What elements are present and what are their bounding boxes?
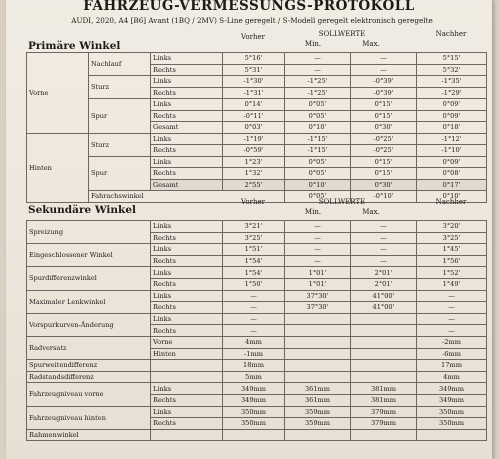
value-max — [351, 313, 417, 325]
value-nachher: 1°49' — [417, 278, 487, 290]
secondary-col-soll: SOLLWERTE — [318, 198, 366, 206]
side-label: Vorne — [151, 336, 223, 348]
value-min: — — [285, 232, 351, 244]
value-vorher: 1°51' — [223, 244, 285, 256]
value-nachher: 349mm — [417, 383, 487, 395]
value-min: -1°25' — [285, 87, 351, 99]
value-max: 0°30' — [351, 122, 417, 134]
secondary-col-nachher: Nachher — [435, 198, 467, 206]
value-nachher: -1°29' — [417, 87, 487, 99]
value-vorher: -1mm — [223, 348, 285, 360]
value-max: -0°25' — [351, 133, 417, 145]
value-vorher — [223, 429, 285, 441]
value-vorher: 4mm — [223, 336, 285, 348]
value-max: 0°15' — [351, 168, 417, 180]
value-nachher: 0°17' — [417, 179, 487, 191]
value-max — [351, 348, 417, 360]
value-min: — — [285, 255, 351, 267]
row-label: Vorspurkurven-Änderung — [27, 313, 151, 336]
value-nachher: 17mm — [417, 360, 487, 372]
subgroup-label: Spur — [89, 99, 151, 134]
primary-col-soll: SOLLWERTE — [318, 30, 366, 38]
value-min: -1°15' — [285, 145, 351, 157]
secondary-col-vorher: Vorher — [241, 198, 265, 206]
value-min: 0°10' — [285, 179, 351, 191]
value-min — [285, 371, 351, 383]
value-max: — — [351, 232, 417, 244]
side-label: Links — [151, 156, 223, 168]
value-nachher: 3°20' — [417, 221, 487, 233]
value-nachher: 349mm — [417, 394, 487, 406]
value-min: 0°05' — [285, 168, 351, 180]
value-max — [351, 336, 417, 348]
row-label: Eingeschlossener Winkel — [27, 244, 151, 267]
value-min: — — [285, 244, 351, 256]
value-nachher: 350mm — [417, 418, 487, 430]
value-min — [285, 325, 351, 337]
value-vorher: 0°05' — [285, 191, 351, 203]
table-row — [27, 221, 487, 233]
value-max: 381mm — [351, 394, 417, 406]
value-max: -0°39' — [351, 87, 417, 99]
side-label: Links — [151, 406, 223, 418]
table-row — [27, 371, 487, 383]
side-label: Rechts — [151, 145, 223, 157]
side-label — [151, 429, 223, 441]
value-max — [351, 325, 417, 337]
value-max: — — [351, 64, 417, 76]
value-min: 1°01' — [285, 267, 351, 279]
value-min — [285, 313, 351, 325]
side-label: Links — [151, 383, 223, 395]
table-row — [27, 383, 487, 395]
value-vorher: — — [223, 325, 285, 337]
value-max: 381mm — [351, 383, 417, 395]
value-nachher: 0°18' — [417, 122, 487, 134]
value-min: 0°10' — [285, 122, 351, 134]
value-nachher: 1°52' — [417, 267, 487, 279]
value-vorher: -0°11' — [223, 110, 285, 122]
value-nachher — [417, 429, 487, 441]
value-nachher: — — [417, 290, 487, 302]
value-nachher: 1°45' — [417, 244, 487, 256]
value-nachher: 0°08' — [417, 168, 487, 180]
value-vorher: 5°16' — [223, 53, 285, 65]
table-row — [27, 99, 487, 111]
value-max: 0°15' — [351, 99, 417, 111]
table-row — [27, 53, 487, 65]
value-vorher: — — [223, 290, 285, 302]
value-vorher: 1°54' — [223, 267, 285, 279]
side-label: Links — [151, 313, 223, 325]
protocol-sheet — [6, 0, 492, 459]
value-vorher: — — [223, 302, 285, 314]
value-nachher: -1°35' — [417, 76, 487, 88]
side-label: Gesamt — [151, 179, 223, 191]
value-nachher: — — [417, 302, 487, 314]
table-row — [27, 360, 487, 372]
value-nachher: -1°10' — [417, 145, 487, 157]
value-min: -1°25' — [285, 76, 351, 88]
row-label: Radstandsdifferenz — [27, 371, 151, 383]
primary-angles-table — [26, 52, 487, 203]
value-max: 0°30' — [351, 179, 417, 191]
value-nachher: -6mm — [417, 348, 487, 360]
value-vorher: 18mm — [223, 360, 285, 372]
value-max: 2°01' — [351, 278, 417, 290]
value-max: -0°25' — [351, 145, 417, 157]
value-nachher: 4mm — [417, 371, 487, 383]
value-nachher: 5°15' — [417, 53, 487, 65]
value-vorher: — — [223, 313, 285, 325]
value-vorher: 0°14' — [223, 99, 285, 111]
row-label: Fahrzeugniveau vorne — [27, 383, 151, 406]
value-min: 0°05' — [285, 99, 351, 111]
value-nachher: -1°12' — [417, 133, 487, 145]
subgroup-label: Spur — [89, 156, 151, 191]
side-label: Links — [151, 221, 223, 233]
value-max: 379mm — [351, 418, 417, 430]
subgroup-label: Fahrachswinkel — [89, 191, 285, 203]
side-label: Links — [151, 133, 223, 145]
row-label: Fahrzeugniveau hinten — [27, 406, 151, 429]
side-label: Links — [151, 290, 223, 302]
value-vorher: 350mm — [223, 406, 285, 418]
side-label: Rechts — [151, 232, 223, 244]
side-label: Hinten — [151, 348, 223, 360]
value-max: 379mm — [351, 406, 417, 418]
row-label: Maximaler Lenkwinkel — [27, 290, 151, 313]
group-label: Vorne — [27, 53, 89, 134]
secondary-col-min: Min. — [304, 208, 322, 216]
table-row — [27, 429, 487, 441]
value-nachher: -2mm — [417, 336, 487, 348]
value-min: 361mm — [285, 394, 351, 406]
table-row — [27, 336, 487, 348]
value-max: 2°01' — [351, 267, 417, 279]
subgroup-label: Sturz — [89, 133, 151, 156]
value-min: 359mm — [285, 406, 351, 418]
side-label: Rechts — [151, 394, 223, 406]
value-min: 1°01' — [285, 278, 351, 290]
value-vorher: 3°21' — [223, 221, 285, 233]
side-label: Links — [151, 99, 223, 111]
value-max — [351, 371, 417, 383]
value-max — [351, 360, 417, 372]
value-max: 0°15' — [351, 156, 417, 168]
side-label: Rechts — [151, 110, 223, 122]
value-max: — — [351, 255, 417, 267]
value-vorher: 3°25' — [223, 232, 285, 244]
value-min: 37°30' — [285, 302, 351, 314]
value-vorher: -1°19' — [223, 133, 285, 145]
row-label: Radversatz — [27, 336, 151, 359]
value-vorher: 0°03' — [223, 122, 285, 134]
value-nachher: 0°09' — [417, 99, 487, 111]
value-nachher: 350mm — [417, 406, 487, 418]
value-vorher: -0°59' — [223, 145, 285, 157]
side-label: Rechts — [151, 278, 223, 290]
value-max: — — [351, 244, 417, 256]
value-nachher: 0°09' — [417, 110, 487, 122]
value-max: -0°39' — [351, 76, 417, 88]
value-vorher: 2°55' — [223, 179, 285, 191]
value-vorher: 349mm — [223, 394, 285, 406]
side-label: Links — [151, 244, 223, 256]
table-row — [27, 133, 487, 145]
value-min: — — [285, 221, 351, 233]
value-vorher: 1°23' — [223, 156, 285, 168]
table-row — [27, 156, 487, 168]
table-row — [27, 267, 487, 279]
vehicle-subtitle: AUDI, 2020, A4 [B6] Avant (1BQ / 2MV) S-Line geregelt / S-Modell geregelt elektronisch geregelte — [71, 16, 433, 25]
value-min: 0°05' — [285, 156, 351, 168]
secondary-angles-table — [26, 220, 487, 441]
subgroup-label: Sturz — [89, 76, 151, 99]
side-label: Rechts — [151, 255, 223, 267]
row-label: Spurdifferenzwinkel — [27, 267, 151, 290]
value-min — [285, 348, 351, 360]
side-label: Links — [151, 76, 223, 88]
primary-col-nachher: Nachher — [435, 30, 467, 38]
value-max: 41°00' — [351, 290, 417, 302]
primary-col-max: Max. — [362, 40, 380, 48]
value-vorher: -1°31' — [223, 87, 285, 99]
value-vorher: 5°31' — [223, 64, 285, 76]
value-nachher: 5°32' — [417, 64, 487, 76]
value-vorher: 350mm — [223, 418, 285, 430]
value-vorher: 349mm — [223, 383, 285, 395]
side-label: Rechts — [151, 64, 223, 76]
secondary-heading: Sekundäre Winkel — [28, 204, 136, 216]
value-nachher: 1°56' — [417, 255, 487, 267]
side-label: Rechts — [151, 87, 223, 99]
value-vorher: 1°54' — [223, 255, 285, 267]
table-row — [27, 76, 487, 88]
subgroup-label: Nachlauf — [89, 53, 151, 76]
side-label: Rechts — [151, 418, 223, 430]
value-min: -0°10' — [351, 191, 417, 203]
primary-col-min: Min. — [304, 40, 322, 48]
side-label: Links — [151, 53, 223, 65]
value-min: 359mm — [285, 418, 351, 430]
value-min: — — [285, 64, 351, 76]
table-row — [27, 244, 487, 256]
primary-col-vorher: Vorher — [241, 33, 265, 41]
side-label: Rechts — [151, 325, 223, 337]
value-min: -1°15' — [285, 133, 351, 145]
value-max — [351, 429, 417, 441]
value-max: 0°10' — [417, 191, 487, 203]
value-nachher: 3°25' — [417, 232, 487, 244]
table-row — [27, 290, 487, 302]
secondary-col-max: Max. — [362, 208, 380, 216]
table-row — [27, 406, 487, 418]
value-vorher: -1°30' — [223, 76, 285, 88]
value-min — [285, 336, 351, 348]
value-vorher: 1°50' — [223, 278, 285, 290]
side-label — [151, 371, 223, 383]
side-label: Rechts — [151, 168, 223, 180]
value-max: 41°00' — [351, 302, 417, 314]
table-row — [27, 313, 487, 325]
page-title: FAHRZEUG-VERMESSUNGS-PROTOKOLL — [83, 0, 415, 14]
value-nachher: 0°09' — [417, 156, 487, 168]
value-nachher: — — [417, 313, 487, 325]
value-min: 361mm — [285, 383, 351, 395]
value-min: 37°30' — [285, 290, 351, 302]
value-min: 0°05' — [285, 110, 351, 122]
value-nachher: — — [417, 325, 487, 337]
side-label — [151, 360, 223, 372]
value-max: 0°15' — [351, 110, 417, 122]
value-max: — — [351, 221, 417, 233]
value-max: — — [351, 53, 417, 65]
primary-heading: Primäre Winkel — [28, 40, 121, 52]
value-min: — — [285, 53, 351, 65]
row-label: Spreizung — [27, 221, 151, 244]
value-vorher: 1°32' — [223, 168, 285, 180]
group-label: Hinten — [27, 133, 89, 202]
value-min — [285, 360, 351, 372]
side-label: Gesamt — [151, 122, 223, 134]
value-min — [285, 429, 351, 441]
value-vorher: 5mm — [223, 371, 285, 383]
row-label: Spurweitendifferenz — [27, 360, 151, 372]
side-label: Links — [151, 267, 223, 279]
row-label: Rahmenwinkel — [27, 429, 151, 441]
side-label: Rechts — [151, 302, 223, 314]
